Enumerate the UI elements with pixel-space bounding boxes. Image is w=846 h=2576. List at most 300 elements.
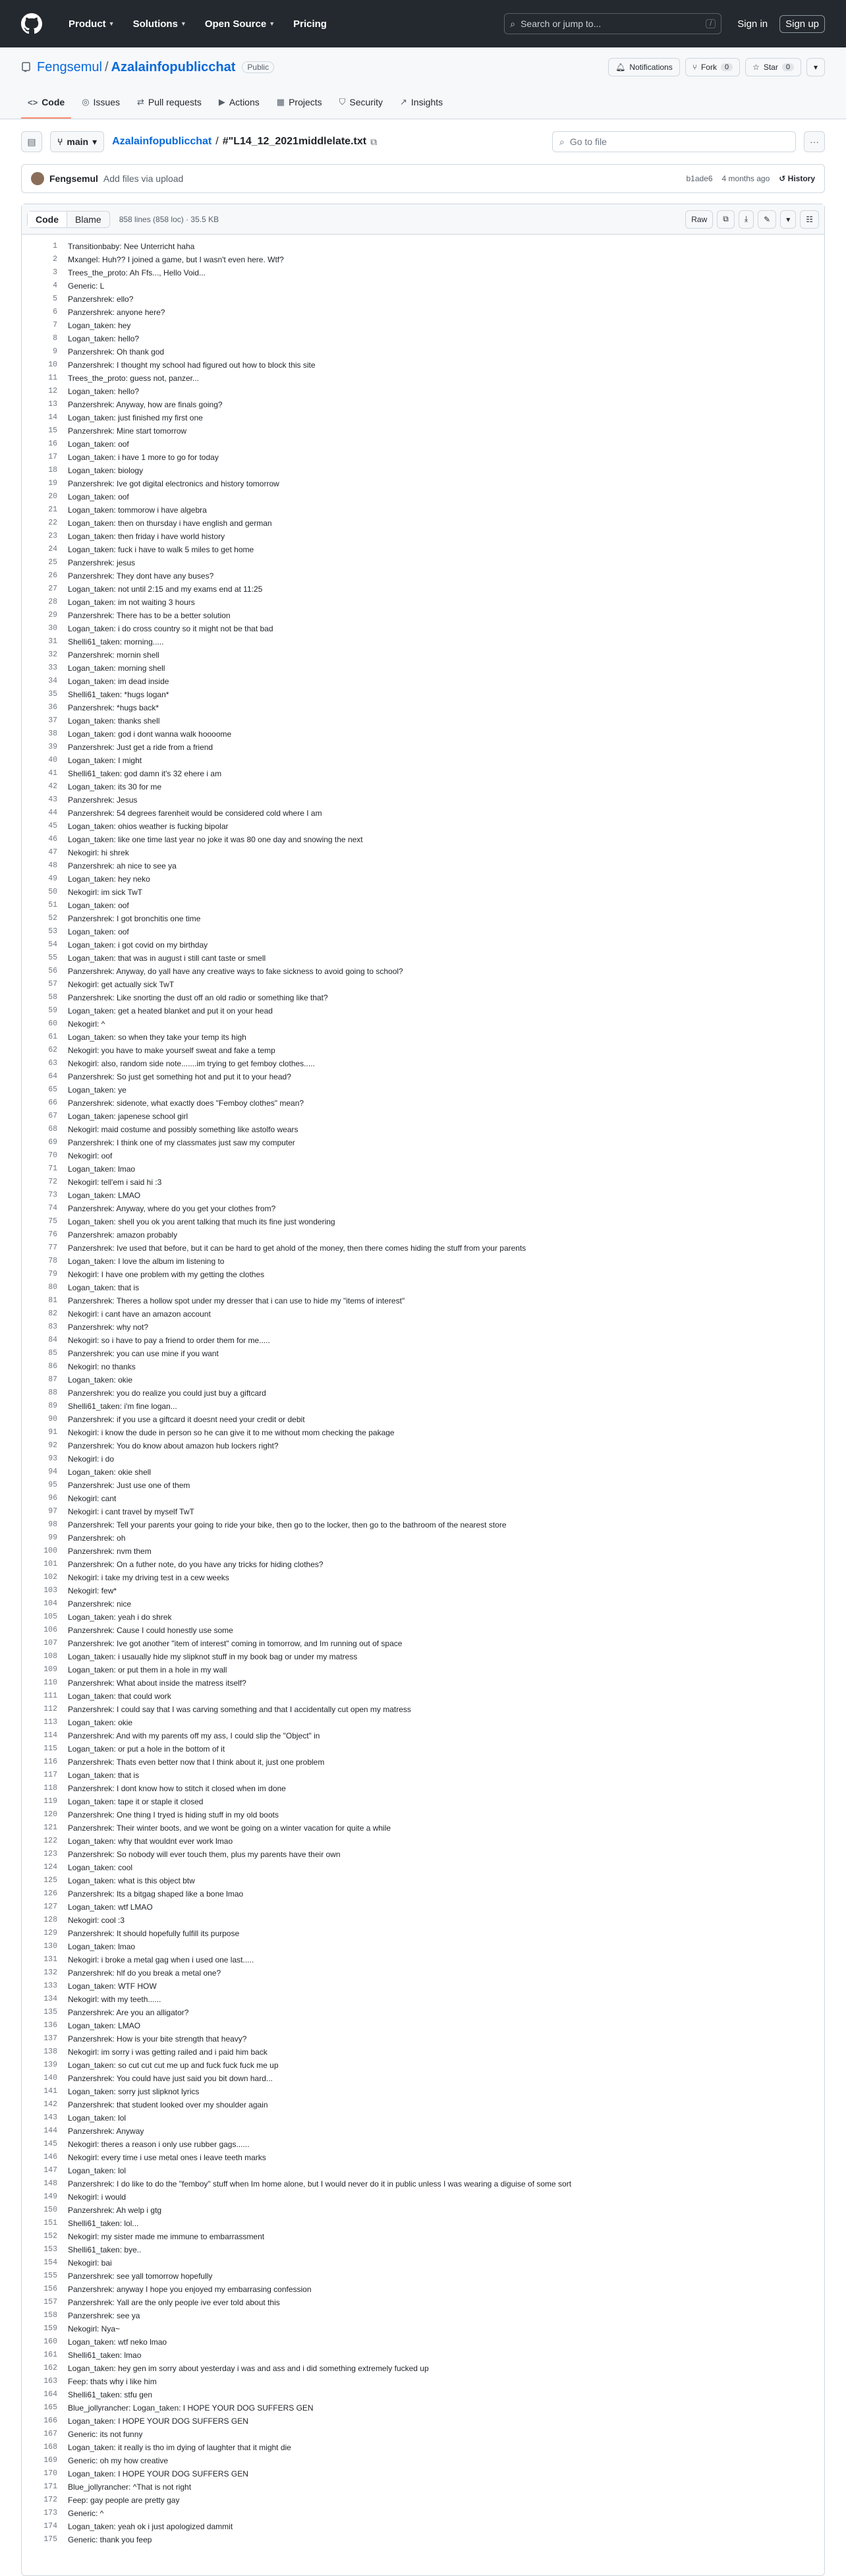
line-number[interactable]: 81 bbox=[48, 1296, 57, 1305]
line-number[interactable]: 110 bbox=[43, 1678, 57, 1687]
code-line bbox=[22, 1874, 824, 1887]
line-number[interactable]: 111 bbox=[43, 1692, 57, 1700]
side-panel-toggle-button[interactable] bbox=[21, 131, 42, 152]
line-number[interactable]: 59 bbox=[48, 1006, 57, 1015]
line-number[interactable]: 91 bbox=[48, 1428, 57, 1437]
line-number[interactable]: 118 bbox=[43, 1784, 57, 1792]
line-number[interactable]: 123 bbox=[43, 1850, 57, 1858]
line-number[interactable]: 8 bbox=[53, 334, 57, 343]
history-icon: ↺ bbox=[779, 174, 788, 183]
code-line bbox=[22, 1176, 824, 1189]
line-number[interactable]: 144 bbox=[43, 2127, 57, 2135]
line-number[interactable]: 49 bbox=[48, 874, 57, 883]
line-text: Panzershrek: Mine start tomorrow bbox=[68, 426, 187, 436]
line-number[interactable]: 47 bbox=[48, 848, 57, 857]
line-number[interactable]: 152 bbox=[43, 2232, 57, 2241]
line-number[interactable]: 153 bbox=[43, 2245, 57, 2254]
line-text: Nekogirl: i do bbox=[68, 1454, 115, 1464]
line-number[interactable]: 20 bbox=[48, 492, 57, 501]
line-number[interactable]: 124 bbox=[43, 1863, 57, 1872]
code-line bbox=[22, 2322, 824, 2335]
line-number[interactable]: 11 bbox=[48, 374, 57, 382]
line-number[interactable]: 61 bbox=[48, 1033, 57, 1041]
chevron-down-icon: ▼ bbox=[180, 20, 186, 27]
code-line bbox=[22, 583, 824, 596]
line-text: Logan_taken: ye bbox=[68, 1085, 127, 1095]
code-line bbox=[22, 1189, 824, 1202]
raw-button[interactable]: Raw bbox=[685, 210, 713, 229]
line-number[interactable]: 147 bbox=[43, 2166, 57, 2175]
nav-solutions[interactable]: Solutions ▼ bbox=[132, 18, 186, 30]
line-text: Panzershrek: You could have just said you bit down hard... bbox=[68, 2074, 273, 2083]
line-number[interactable]: 130 bbox=[43, 1942, 57, 1951]
line-number[interactable]: 12 bbox=[48, 387, 57, 395]
line-number[interactable]: 80 bbox=[48, 1283, 57, 1292]
line-number[interactable]: 2 bbox=[53, 255, 57, 264]
tab-insights[interactable]: ↗ Insights bbox=[399, 97, 443, 107]
line-number[interactable]: 55 bbox=[48, 954, 57, 962]
line-number[interactable]: 100 bbox=[43, 1547, 57, 1555]
search-icon: ⌕ bbox=[510, 18, 516, 29]
line-number[interactable]: 14 bbox=[48, 413, 57, 422]
line-number[interactable]: 137 bbox=[43, 2034, 57, 2043]
line-number[interactable]: 23 bbox=[48, 532, 57, 540]
code-line bbox=[22, 2520, 824, 2533]
line-number[interactable]: 97 bbox=[48, 1507, 57, 1516]
line-number[interactable]: 15 bbox=[48, 426, 57, 435]
line-number[interactable]: 173 bbox=[43, 2509, 57, 2517]
line-number[interactable]: 53 bbox=[48, 927, 57, 936]
line-number[interactable]: 122 bbox=[43, 1837, 57, 1845]
line-number[interactable]: 31 bbox=[48, 637, 57, 646]
line-number[interactable]: 102 bbox=[43, 1573, 57, 1582]
line-number[interactable]: 19 bbox=[48, 479, 57, 488]
chevron-down-icon: ▼ bbox=[108, 20, 115, 27]
line-number[interactable]: 114 bbox=[43, 1731, 57, 1740]
code-line bbox=[22, 1650, 824, 1663]
line-number[interactable]: 167 bbox=[43, 2430, 57, 2438]
star-dropdown-button[interactable] bbox=[806, 58, 825, 76]
line-number[interactable]: 171 bbox=[43, 2482, 57, 2491]
code-line bbox=[22, 648, 824, 662]
line-number[interactable]: 126 bbox=[43, 1889, 57, 1898]
line-number[interactable]: 164 bbox=[43, 2390, 57, 2399]
line-number[interactable]: 132 bbox=[43, 1968, 57, 1977]
code-line bbox=[22, 2388, 824, 2401]
code-line bbox=[22, 2494, 824, 2507]
line-number[interactable]: 141 bbox=[43, 2087, 57, 2096]
code-line bbox=[22, 477, 824, 490]
line-number[interactable]: 17 bbox=[48, 453, 57, 461]
line-number[interactable]: 138 bbox=[43, 2047, 57, 2056]
line-text: Panzershrek: So nobody will ever touch them, plus my parents have their own bbox=[68, 1850, 341, 1859]
tab-projects[interactable]: ▦ Projects bbox=[276, 97, 322, 107]
line-number[interactable]: 107 bbox=[43, 1639, 57, 1647]
line-number[interactable]: 62 bbox=[48, 1046, 57, 1054]
commit-sha[interactable]: b1ade6 bbox=[686, 174, 713, 183]
more-options-button[interactable] bbox=[804, 131, 825, 152]
line-number[interactable]: 57 bbox=[48, 980, 57, 988]
line-number[interactable]: 16 bbox=[48, 440, 57, 448]
code-line bbox=[22, 846, 824, 859]
line-number[interactable]: 71 bbox=[48, 1164, 57, 1173]
line-number[interactable]: 109 bbox=[43, 1665, 57, 1674]
line-number[interactable]: 154 bbox=[43, 2258, 57, 2267]
line-text: Shelli61_taken: god damn it's 32 ehere i am bbox=[68, 769, 222, 778]
line-text: Panzershrek: oh bbox=[68, 1533, 126, 1543]
line-number[interactable]: 127 bbox=[43, 1903, 57, 1911]
repo-owner-link[interactable]: Fengsemul bbox=[37, 59, 102, 74]
notifications-button[interactable]: 🔔︎ Notifications bbox=[608, 58, 680, 76]
line-number[interactable]: 73 bbox=[48, 1191, 57, 1199]
code-line bbox=[22, 1703, 824, 1716]
code-line bbox=[22, 1835, 824, 1848]
code-line bbox=[22, 1281, 824, 1294]
line-number[interactable]: 165 bbox=[43, 2403, 57, 2412]
line-text: Logan_taken: that is bbox=[68, 1283, 140, 1292]
line-text: Panzershrek: you do realize you could just buy a giftcard bbox=[68, 1388, 266, 1398]
line-number[interactable]: 87 bbox=[48, 1375, 57, 1384]
copy-raw-button[interactable] bbox=[717, 210, 735, 229]
edit-dropdown-button[interactable] bbox=[780, 210, 796, 229]
line-number[interactable]: 40 bbox=[48, 756, 57, 764]
line-number[interactable]: 159 bbox=[43, 2324, 57, 2333]
line-number[interactable]: 174 bbox=[43, 2522, 57, 2531]
line-number[interactable]: 41 bbox=[48, 769, 57, 778]
line-number[interactable]: 63 bbox=[48, 1059, 57, 1068]
code-line bbox=[22, 1400, 824, 1413]
commit-author[interactable]: Fengsemul bbox=[49, 173, 98, 184]
line-number[interactable]: 44 bbox=[48, 809, 57, 817]
line-number[interactable]: 155 bbox=[43, 2272, 57, 2280]
line-number[interactable]: 116 bbox=[43, 1758, 57, 1766]
line-text: Panzershrek: One thing I tryed is hiding stuff in my old boots bbox=[68, 1810, 279, 1819]
line-number[interactable]: 101 bbox=[43, 1560, 57, 1568]
line-number[interactable]: 172 bbox=[43, 2496, 57, 2504]
line-number[interactable]: 86 bbox=[48, 1362, 57, 1371]
line-number[interactable]: 84 bbox=[48, 1336, 57, 1344]
line-number[interactable]: 46 bbox=[48, 835, 57, 844]
line-number[interactable]: 10 bbox=[48, 360, 57, 369]
line-number[interactable]: 37 bbox=[48, 716, 57, 725]
line-number[interactable]: 143 bbox=[43, 2113, 57, 2122]
line-number[interactable]: 131 bbox=[43, 1955, 57, 1964]
go-to-file-input[interactable]: ⌕ Go to file bbox=[552, 131, 796, 152]
tab-blame-view[interactable]: Blame bbox=[75, 214, 101, 225]
line-number[interactable]: 27 bbox=[48, 585, 57, 593]
history-button[interactable]: ↺ History bbox=[779, 174, 815, 183]
repo-name-link[interactable]: Azalainfopublicchat bbox=[111, 59, 236, 74]
site-header bbox=[0, 0, 846, 47]
line-text: Generic: oh my how creative bbox=[68, 2456, 169, 2465]
code-line bbox=[22, 1993, 824, 2006]
symbols-panel-button[interactable] bbox=[800, 210, 819, 229]
tab-issues[interactable]: ◎ Issues bbox=[82, 97, 120, 107]
line-text: Panzershrek: see yall tomorrow hopefully bbox=[68, 2272, 213, 2281]
code-line bbox=[22, 1505, 824, 1518]
line-text: Feep: gay people are pretty gay bbox=[68, 2496, 180, 2505]
line-number[interactable]: 54 bbox=[48, 940, 57, 949]
line-number[interactable]: 78 bbox=[48, 1257, 57, 1265]
line-text: Logan_taken: LMAO bbox=[68, 2021, 141, 2030]
line-number[interactable]: 65 bbox=[48, 1085, 57, 1094]
line-number[interactable]: 113 bbox=[43, 1718, 57, 1727]
line-text: Panzershrek: ello? bbox=[68, 295, 134, 304]
line-number[interactable]: 156 bbox=[43, 2285, 57, 2293]
line-number[interactable]: 68 bbox=[48, 1125, 57, 1133]
line-number[interactable]: 96 bbox=[48, 1494, 57, 1503]
line-text: Panzershrek: Are you an alligator? bbox=[68, 2008, 189, 2017]
line-number[interactable]: 92 bbox=[48, 1441, 57, 1450]
kebab-horizontal-icon: ··· bbox=[810, 136, 819, 147]
line-number[interactable]: 72 bbox=[48, 1178, 57, 1186]
line-number[interactable]: 74 bbox=[48, 1204, 57, 1213]
line-number[interactable]: 34 bbox=[48, 677, 57, 685]
line-number[interactable]: 69 bbox=[48, 1138, 57, 1147]
line-text: Shelli61_taken: stfu gen bbox=[68, 2390, 153, 2399]
line-number[interactable]: 125 bbox=[43, 1876, 57, 1885]
line-number[interactable]: 38 bbox=[48, 730, 57, 738]
line-number[interactable]: 99 bbox=[48, 1533, 57, 1542]
line-number[interactable]: 36 bbox=[48, 703, 57, 712]
edit-button[interactable] bbox=[758, 210, 776, 229]
line-number[interactable]: 120 bbox=[43, 1810, 57, 1819]
code-line bbox=[22, 741, 824, 754]
line-number[interactable]: 85 bbox=[48, 1349, 57, 1358]
line-text: Nekogirl: with my teeth...... bbox=[68, 1995, 161, 2004]
line-number[interactable]: 7 bbox=[53, 321, 57, 329]
line-text: Logan_taken: im not waiting 3 hours bbox=[68, 598, 195, 607]
line-number[interactable]: 24 bbox=[48, 545, 57, 554]
line-text: Logan_taken: lmao bbox=[68, 1164, 136, 1174]
tab-security[interactable]: ⛉ Security bbox=[339, 97, 383, 107]
line-number[interactable]: 35 bbox=[48, 690, 57, 699]
line-number[interactable]: 160 bbox=[43, 2337, 57, 2346]
line-number[interactable]: 115 bbox=[43, 1744, 57, 1753]
line-number[interactable]: 58 bbox=[48, 993, 57, 1002]
sign-up-button[interactable]: Sign up bbox=[779, 15, 825, 33]
breadcrumb-repo-link[interactable]: Azalainfopublicchat bbox=[112, 136, 212, 147]
code-line bbox=[22, 767, 824, 780]
line-number[interactable]: 103 bbox=[43, 1586, 57, 1595]
line-number[interactable]: 76 bbox=[48, 1230, 57, 1239]
line-number[interactable]: 166 bbox=[43, 2417, 57, 2425]
line-number[interactable]: 64 bbox=[48, 1072, 57, 1081]
tab-code-view[interactable]: Code bbox=[28, 212, 67, 227]
code-line bbox=[22, 517, 824, 530]
tab-pull-requests[interactable]: ⇄ Pull requests bbox=[137, 97, 202, 107]
code-line bbox=[22, 1439, 824, 1452]
line-number[interactable]: 105 bbox=[43, 1613, 57, 1621]
code-line bbox=[22, 2507, 824, 2520]
line-number[interactable]: 33 bbox=[48, 664, 57, 672]
line-text: Panzershrek: anyone here? bbox=[68, 308, 165, 317]
line-number[interactable]: 108 bbox=[43, 1652, 57, 1661]
line-number[interactable]: 28 bbox=[48, 598, 57, 606]
line-number[interactable]: 163 bbox=[43, 2377, 57, 2386]
branch-selector[interactable]: ⑂ main ▾ bbox=[50, 131, 104, 152]
line-text: Nekogirl: i would bbox=[68, 2192, 127, 2202]
line-number[interactable]: 136 bbox=[43, 2021, 57, 2030]
nav-product[interactable]: Product ▼ bbox=[69, 18, 115, 30]
line-number[interactable]: 149 bbox=[43, 2192, 57, 2201]
line-number[interactable]: 77 bbox=[48, 1244, 57, 1252]
line-number[interactable]: 98 bbox=[48, 1520, 57, 1529]
commit-message[interactable]: Add files via upload bbox=[103, 173, 184, 184]
line-number[interactable]: 139 bbox=[43, 2061, 57, 2069]
line-number[interactable]: 13 bbox=[48, 400, 57, 409]
line-number[interactable]: 157 bbox=[43, 2298, 57, 2306]
nav-pricing[interactable]: Pricing bbox=[293, 18, 327, 30]
code-line bbox=[22, 1452, 824, 1466]
line-number[interactable]: 168 bbox=[43, 2443, 57, 2451]
line-number[interactable]: 106 bbox=[43, 1626, 57, 1634]
line-number[interactable]: 133 bbox=[43, 1982, 57, 1990]
line-text: Logan_taken: just finished my first one bbox=[68, 413, 203, 422]
search-input[interactable] bbox=[504, 13, 721, 34]
fork-button[interactable]: ⑂ Fork 0 bbox=[685, 58, 740, 76]
line-text: Logan_taken: hello? bbox=[68, 334, 140, 343]
line-number[interactable]: 150 bbox=[43, 2206, 57, 2214]
line-number[interactable]: 30 bbox=[48, 624, 57, 633]
line-number[interactable]: 88 bbox=[48, 1388, 57, 1397]
line-number[interactable]: 82 bbox=[48, 1309, 57, 1318]
line-number[interactable]: 119 bbox=[43, 1797, 57, 1806]
line-text: Panzershrek: Just use one of them bbox=[68, 1481, 190, 1490]
code-line bbox=[22, 306, 824, 319]
line-number[interactable]: 162 bbox=[43, 2364, 57, 2372]
line-number[interactable]: 90 bbox=[48, 1415, 57, 1423]
line-text: Generic: its not funny bbox=[68, 2430, 143, 2439]
code-line bbox=[22, 503, 824, 517]
line-number[interactable]: 128 bbox=[43, 1916, 57, 1924]
line-number[interactable]: 67 bbox=[48, 1112, 57, 1120]
line-number[interactable]: 175 bbox=[43, 2535, 57, 2544]
code-line bbox=[22, 2177, 824, 2190]
code-line bbox=[22, 2164, 824, 2177]
tab-code[interactable]: <> Code bbox=[21, 87, 71, 119]
download-button[interactable] bbox=[739, 210, 754, 229]
code-line bbox=[22, 530, 824, 543]
line-number[interactable]: 50 bbox=[48, 888, 57, 896]
nav-open-source[interactable]: Open Source ▼ bbox=[204, 18, 275, 30]
line-number[interactable]: 134 bbox=[43, 1995, 57, 2003]
line-number[interactable]: 66 bbox=[48, 1099, 57, 1107]
line-number[interactable]: 26 bbox=[48, 571, 57, 580]
line-number[interactable]: 161 bbox=[43, 2351, 57, 2359]
line-number[interactable]: 117 bbox=[43, 1771, 57, 1779]
code-line bbox=[22, 1321, 824, 1334]
code-line bbox=[22, 688, 824, 701]
line-number[interactable]: 146 bbox=[43, 2153, 57, 2161]
line-number[interactable]: 75 bbox=[48, 1217, 57, 1226]
line-text: Panzershrek: that student looked over my shoulder again bbox=[68, 2100, 268, 2109]
line-number[interactable]: 3 bbox=[53, 268, 57, 277]
line-number[interactable]: 140 bbox=[43, 2074, 57, 2082]
line-text: Nekogirl: you have to make yourself sweat and fake a temp bbox=[68, 1046, 275, 1055]
line-number[interactable]: 104 bbox=[43, 1599, 57, 1608]
code-line bbox=[22, 1676, 824, 1690]
line-number[interactable]: 6 bbox=[53, 308, 57, 316]
line-number[interactable]: 158 bbox=[43, 2311, 57, 2320]
line-number[interactable]: 39 bbox=[48, 743, 57, 751]
line-text: Logan_taken: tape it or staple it closed bbox=[68, 1797, 204, 1806]
line-number[interactable]: 95 bbox=[48, 1481, 57, 1489]
line-number[interactable]: 79 bbox=[48, 1270, 57, 1278]
line-number[interactable]: 1 bbox=[53, 242, 57, 250]
line-text: Logan_taken: i have 1 more to go for today bbox=[68, 453, 219, 462]
code-line bbox=[22, 2243, 824, 2256]
avatar[interactable] bbox=[31, 172, 44, 185]
line-number[interactable]: 94 bbox=[48, 1468, 57, 1476]
line-text: Logan_taken: hey gen im sorry about yesterday i was and ass and i did something extremely fucked up bbox=[68, 2364, 429, 2373]
line-text: Panzershrek: why not? bbox=[68, 1323, 149, 1332]
line-number[interactable]: 18 bbox=[48, 466, 57, 474]
line-number[interactable]: 22 bbox=[48, 519, 57, 527]
line-number[interactable]: 4 bbox=[53, 281, 57, 290]
github-logo-icon[interactable] bbox=[21, 13, 42, 34]
line-number[interactable]: 89 bbox=[48, 1402, 57, 1410]
line-number[interactable]: 5 bbox=[53, 295, 57, 303]
line-number[interactable]: 45 bbox=[48, 822, 57, 830]
line-number[interactable]: 83 bbox=[48, 1323, 57, 1331]
line-number[interactable]: 142 bbox=[43, 2100, 57, 2109]
line-text: Nekogirl: i cant travel by myself TwT bbox=[68, 1507, 194, 1516]
fork-count: 0 bbox=[721, 63, 733, 71]
line-text: Panzershrek: And with my parents off my ass, I could slip the "Object" in bbox=[68, 1731, 320, 1740]
line-number[interactable]: 170 bbox=[43, 2469, 57, 2478]
line-number[interactable]: 112 bbox=[43, 1705, 57, 1713]
line-number[interactable]: 148 bbox=[43, 2179, 57, 2188]
line-text: Panzershrek: if you use a giftcard it doesnt need your credit or debit bbox=[68, 1415, 305, 1424]
line-text: Logan_taken: so when they take your temp its high bbox=[68, 1033, 246, 1042]
line-number[interactable]: 42 bbox=[48, 782, 57, 791]
copy-path-icon[interactable]: ⧉ bbox=[370, 136, 378, 147]
code-line bbox=[22, 293, 824, 306]
line-number[interactable]: 51 bbox=[48, 901, 57, 909]
line-number[interactable]: 135 bbox=[43, 2008, 57, 2017]
line-number[interactable]: 9 bbox=[53, 347, 57, 356]
line-number[interactable]: 169 bbox=[43, 2456, 57, 2465]
line-number[interactable]: 70 bbox=[48, 1151, 57, 1160]
line-number[interactable]: 21 bbox=[48, 505, 57, 514]
line-text: Logan_taken: that could work bbox=[68, 1692, 171, 1701]
line-number[interactable]: 121 bbox=[43, 1823, 57, 1832]
code-line bbox=[22, 1373, 824, 1387]
line-number[interactable]: 56 bbox=[48, 967, 57, 975]
line-text: Logan_taken: lmao bbox=[68, 1942, 136, 1951]
line-number[interactable]: 32 bbox=[48, 650, 57, 659]
line-number[interactable]: 29 bbox=[48, 611, 57, 619]
line-number[interactable]: 151 bbox=[43, 2219, 57, 2227]
line-text: Shelli61_taken: *hugs logan* bbox=[68, 690, 169, 699]
line-number[interactable]: 145 bbox=[43, 2140, 57, 2148]
line-number[interactable]: 60 bbox=[48, 1019, 57, 1028]
tab-actions[interactable]: ▶ Actions bbox=[218, 97, 260, 107]
line-number[interactable]: 93 bbox=[48, 1454, 57, 1463]
line-number[interactable]: 25 bbox=[48, 558, 57, 567]
code-line bbox=[22, 1110, 824, 1123]
line-number[interactable]: 48 bbox=[48, 861, 57, 870]
code-line bbox=[22, 1149, 824, 1162]
shield-icon: ⛉ bbox=[339, 97, 346, 107]
star-button[interactable]: ☆ Star 0 bbox=[745, 58, 801, 76]
code-line bbox=[22, 1334, 824, 1347]
line-number[interactable]: 129 bbox=[43, 1929, 57, 1937]
sign-in-link[interactable]: Sign in bbox=[737, 18, 768, 30]
line-number[interactable]: 43 bbox=[48, 795, 57, 804]
line-number[interactable]: 52 bbox=[48, 914, 57, 923]
